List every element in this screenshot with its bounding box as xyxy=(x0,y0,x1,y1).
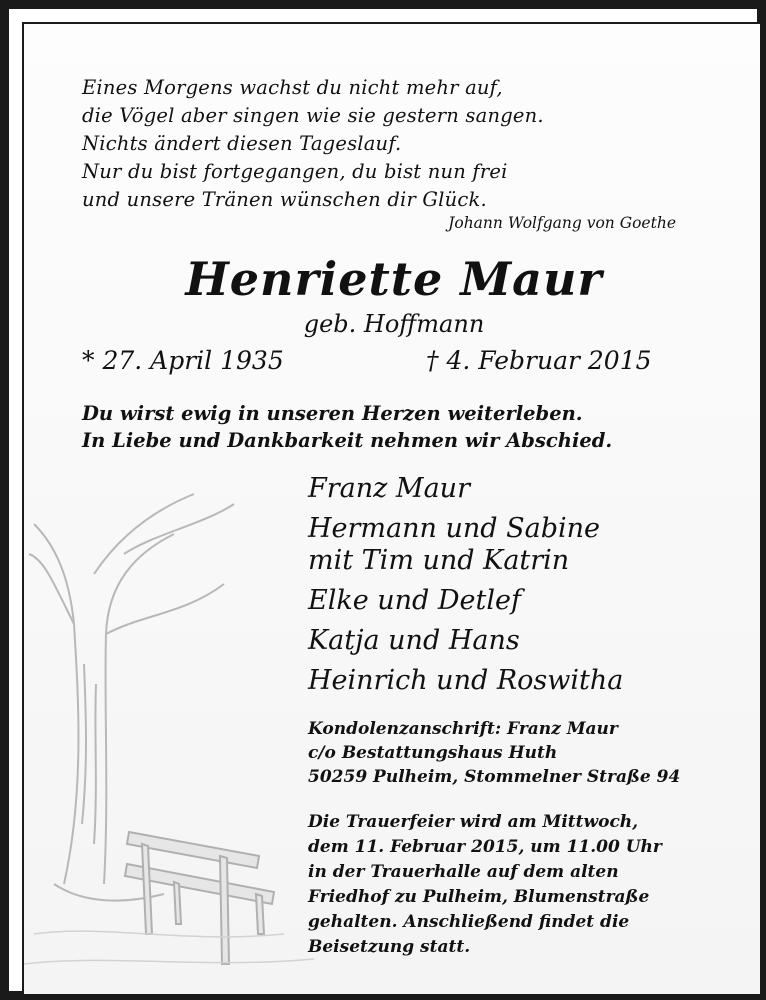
poem-line: und unsere Tränen wünschen dir Glück. xyxy=(82,188,487,211)
mourner-entry: mit Tim und Katrin xyxy=(308,545,570,576)
condolence-line: c/o Bestattungshaus Huth xyxy=(308,743,558,763)
mourner-entry: Hermann und Sabine xyxy=(308,513,601,544)
ceremony-line: gehalten. Anschließend findet die xyxy=(308,912,630,932)
notice-inner-frame xyxy=(22,22,762,996)
mourners-list xyxy=(308,469,623,701)
tree-and-bench-illustration xyxy=(24,464,324,984)
ceremony-line: Die Trauerfeier wird am Mittwoch, xyxy=(308,812,639,832)
ceremony-info xyxy=(308,810,662,960)
farewell-text xyxy=(82,400,612,454)
mourner-entry: Katja und Hans xyxy=(308,625,520,656)
ceremony-line: in der Trauerhalle auf dem alten xyxy=(308,862,619,882)
deceased-name: Henriette Maur xyxy=(185,252,603,306)
condolence-address xyxy=(308,717,680,789)
condolence-line: 50259 Pulheim, Stommelner Straße 94 xyxy=(308,767,681,787)
poem-author: Johann Wolfgang von Goethe xyxy=(448,214,676,232)
farewell-line: In Liebe und Dankbarkeit nehmen wir Abschied. xyxy=(82,429,613,452)
poem-line: Nur du bist fortgegangen, du bist nun frei xyxy=(82,160,508,183)
ceremony-line: Beisetzung statt. xyxy=(308,937,471,957)
poem-line: die Vögel aber singen wie sie gestern sangen. xyxy=(82,104,544,127)
mourner-entry: Heinrich und Roswitha xyxy=(308,665,624,696)
birth-date: * 27. April 1935 xyxy=(82,346,284,375)
maiden-name: geb. Hoffmann xyxy=(303,310,485,338)
death-date: † 4. Februar 2015 xyxy=(426,346,652,375)
mourner-entry: Franz Maur xyxy=(308,473,470,504)
goethe-poem xyxy=(82,74,544,214)
ceremony-line: dem 11. Februar 2015, um 11.00 Uhr xyxy=(308,837,662,857)
poem-line: Nichts ändert diesen Tageslauf. xyxy=(82,132,402,155)
farewell-line: Du wirst ewig in unseren Herzen weiterleben. xyxy=(82,402,583,425)
condolence-line: Kondolenzanschrift: Franz Maur xyxy=(308,719,618,739)
poem-line: Eines Morgens wachst du nicht mehr auf, xyxy=(82,76,503,99)
ceremony-line: Friedhof zu Pulheim, Blumenstraße xyxy=(308,887,650,907)
mourner-entry: Elke und Detlef xyxy=(308,585,521,616)
